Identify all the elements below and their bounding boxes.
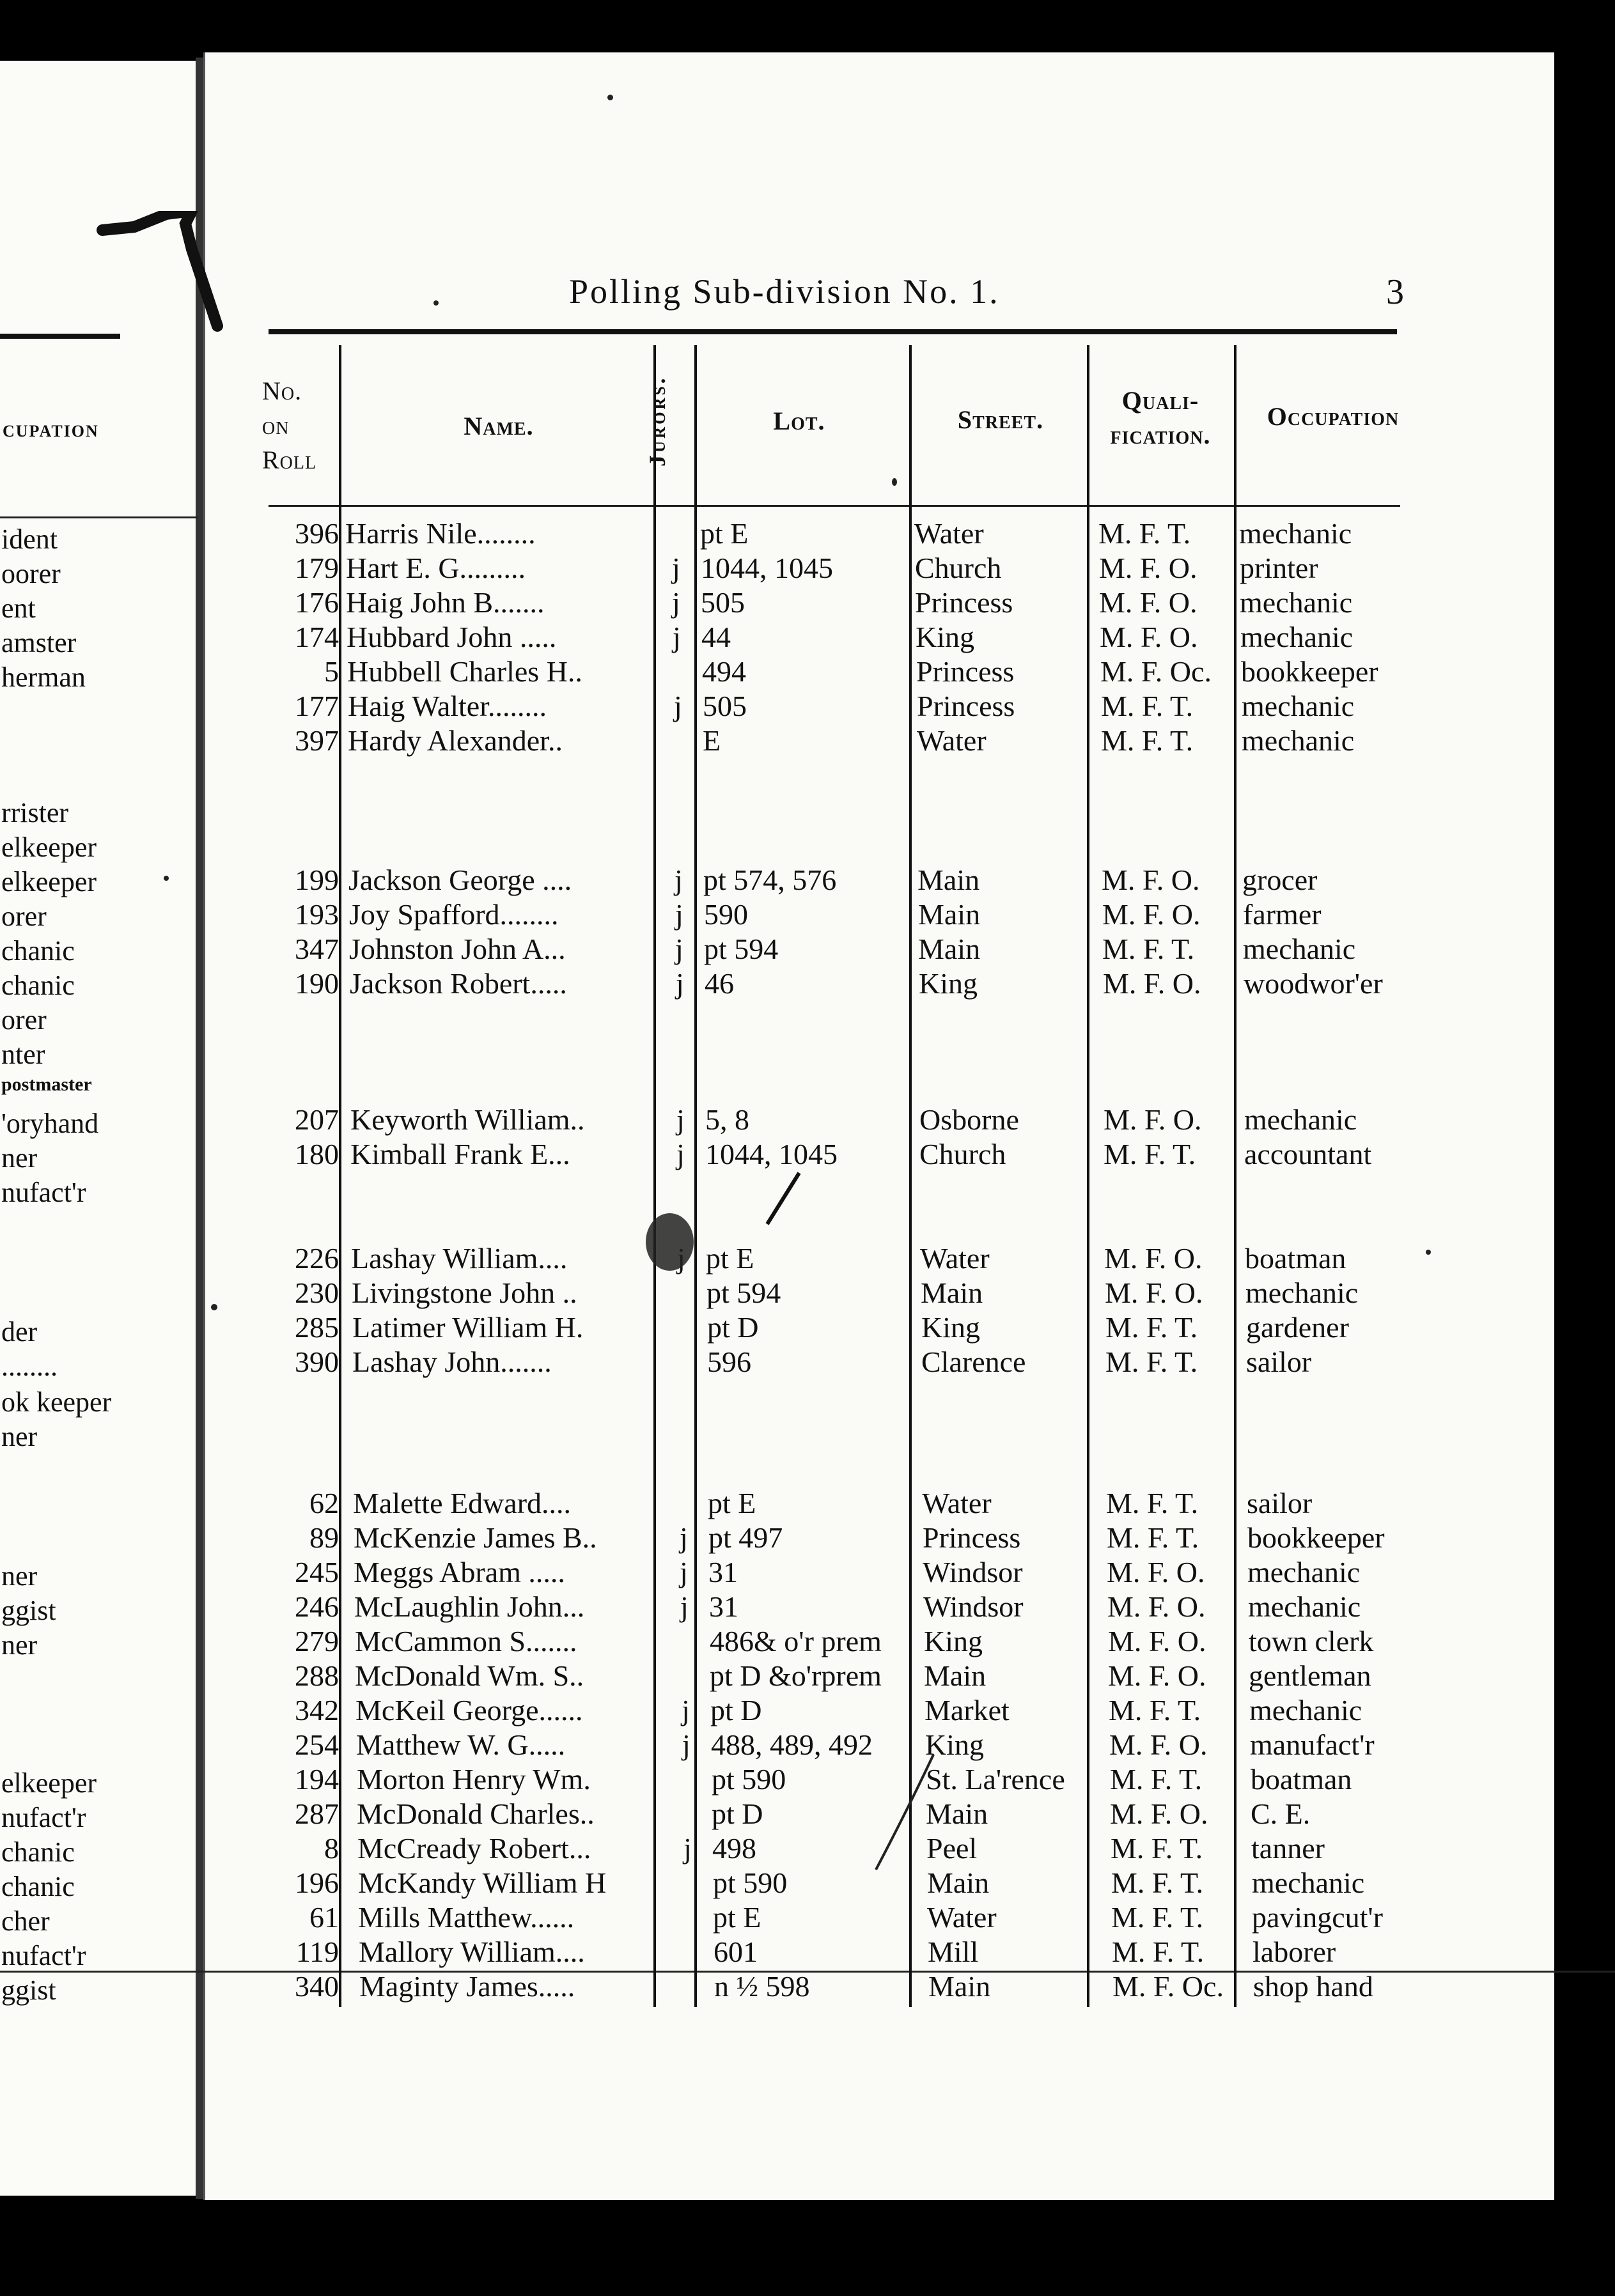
row-qualification: M. F. T. (1098, 517, 1191, 550)
left-occupation-item: ner (1, 1142, 38, 1174)
row-qualification: M. F. T. (1101, 690, 1194, 722)
left-occupation-item: elkeeper (1, 832, 97, 863)
table-row (0, 1521, 1534, 1555)
row-occupation: C. E. (1251, 1797, 1311, 1830)
col-header-occupation: Occupation (1267, 402, 1400, 431)
row-qualification: M. F. T. (1111, 1901, 1204, 1934)
row-number: 62 (309, 1487, 339, 1519)
table-row (0, 724, 1534, 758)
left-header-rule (0, 334, 120, 339)
row-lot: 590 (704, 898, 748, 931)
row-qualification: M. F. O. (1107, 1556, 1205, 1588)
table-row (0, 1659, 1534, 1693)
row-number: 230 (295, 1276, 339, 1309)
table-row (0, 1866, 1534, 1900)
row-qualification: M. F. T. (1105, 1346, 1198, 1378)
left-occupation-item: nufact'r (1, 1802, 86, 1833)
pen-stroke (870, 1751, 940, 1873)
row-street: Main (917, 864, 980, 896)
row-lot: pt 594 (704, 933, 779, 965)
row-name: McKenzie James B.. (354, 1521, 597, 1554)
row-lot: 505 (701, 586, 745, 619)
row-street: Princess (917, 690, 1015, 722)
left-occupation-item: ner (1, 1560, 38, 1592)
row-number: 396 (295, 517, 339, 550)
table-row (0, 1486, 1534, 1521)
speck (607, 95, 613, 100)
row-occupation: mechanic (1247, 1556, 1361, 1588)
table-row (0, 1103, 1534, 1137)
row-name: Hardy Alexander.. (348, 724, 563, 757)
row-occupation: mechanic (1240, 621, 1354, 653)
row-name: Harris Nile........ (345, 517, 536, 550)
table-row (0, 1310, 1534, 1345)
row-number: 196 (295, 1866, 339, 1899)
row-qualification: M. F. O. (1110, 1797, 1208, 1830)
row-occupation: boatman (1245, 1242, 1346, 1275)
row-number: 174 (295, 621, 339, 653)
table-row (0, 516, 1534, 551)
row-name: Haig John B....... (346, 586, 545, 619)
row-lot: 486& o'r prem (710, 1625, 882, 1657)
row-lot: pt 497 (708, 1521, 783, 1554)
row-occupation: mechanic (1242, 724, 1355, 757)
row-name: Haig Walter........ (348, 690, 547, 722)
row-qualification: M. F. O. (1102, 898, 1201, 931)
row-name: Mills Matthew...... (358, 1901, 575, 1934)
row-occupation: shop hand (1253, 1970, 1373, 2003)
table-row (0, 1276, 1534, 1310)
row-name: Lashay John....... (352, 1346, 552, 1378)
row-lot: 498 (712, 1832, 756, 1865)
row-lot: 5, 8 (705, 1103, 749, 1136)
left-occupation-item: herman (1, 662, 86, 693)
row-street: Mill (928, 1935, 979, 1968)
row-occupation: pavingcut'r (1252, 1901, 1384, 1934)
row-qualification: M. F. O. (1103, 967, 1201, 1000)
row-number: 347 (295, 933, 339, 965)
row-name: Hart E. G......... (346, 552, 526, 584)
left-occupation-item: orer (1, 901, 47, 932)
left-occupation-item: chanic (1, 1871, 75, 1902)
row-qualification: M. F. Oc. (1112, 1970, 1224, 2003)
table-row (0, 1762, 1534, 1797)
row-occupation: gentleman (1249, 1659, 1371, 1692)
row-lot: pt E (706, 1242, 754, 1275)
row-name: McDonald Charles.. (357, 1797, 595, 1830)
row-lot: 494 (702, 655, 746, 688)
row-juror: j (675, 933, 683, 965)
row-name: Latimer William H. (352, 1311, 584, 1344)
row-juror: j (680, 1590, 689, 1623)
row-name: Jackson Robert..... (350, 967, 567, 1000)
row-occupation: boatman (1251, 1763, 1352, 1796)
row-juror: j (675, 864, 683, 896)
row-number: 342 (295, 1694, 339, 1726)
row-juror: j (676, 1138, 685, 1170)
row-occupation: grocer (1242, 864, 1318, 896)
row-number: 194 (295, 1763, 339, 1796)
row-qualification: M. F. O. (1105, 1276, 1203, 1309)
row-number: 245 (295, 1556, 339, 1588)
row-qualification: M. F. T. (1107, 1521, 1199, 1554)
table-row (0, 966, 1534, 1001)
col-header-no: No. on Roll (262, 376, 317, 474)
table-row (0, 1935, 1534, 1969)
left-occupation-item: der (1, 1316, 38, 1347)
row-lot: 31 (709, 1590, 738, 1623)
row-lot: pt 590 (712, 1763, 786, 1796)
row-number: 89 (309, 1521, 339, 1554)
row-juror: j (676, 967, 684, 1000)
row-qualification: M. F. O. (1099, 586, 1198, 619)
left-occupation-item: elkeeper (1, 1767, 97, 1799)
row-juror: j (676, 1103, 685, 1136)
row-name: Matthew W. G..... (356, 1728, 566, 1761)
column-header-rule (269, 505, 1400, 507)
row-juror: j (683, 1832, 692, 1865)
row-lot: pt 594 (706, 1276, 781, 1309)
speck (1426, 1250, 1431, 1255)
left-occupation-item: chanic (1, 935, 75, 966)
header-rule (269, 329, 1397, 334)
row-lot: 505 (703, 690, 747, 722)
row-number: 193 (295, 898, 339, 931)
row-name: McCammon S....... (355, 1625, 577, 1657)
row-qualification: M. F. T. (1111, 1832, 1203, 1865)
row-number: 397 (295, 724, 339, 757)
table-row (0, 1693, 1534, 1728)
row-lot: pt 574, 576 (703, 864, 837, 896)
table-row (0, 1831, 1534, 1866)
row-name: Hubbard John ..... (347, 621, 557, 653)
left-occupation-item: cher (1, 1905, 50, 1937)
row-name: McCready Robert... (357, 1832, 591, 1865)
left-occupation-item: nter (1, 1039, 45, 1070)
row-street: Water (927, 1901, 997, 1934)
table-row (0, 897, 1534, 932)
row-lot: pt E (713, 1901, 761, 1934)
row-lot: pt E (708, 1487, 756, 1519)
row-street: Church (919, 1138, 1006, 1170)
left-occupation-item: ok keeper (1, 1386, 112, 1418)
left-occupation-item: ent (1, 593, 36, 624)
row-name: McKeil George...... (355, 1694, 583, 1726)
row-number: 5 (324, 655, 339, 688)
table-row (0, 932, 1534, 966)
table-row (0, 655, 1534, 689)
row-qualification: M. F. T. (1104, 1138, 1196, 1170)
row-street: King (919, 967, 978, 1000)
row-occupation: printer (1240, 552, 1318, 584)
row-qualification: M. F. T. (1105, 1311, 1198, 1344)
row-street: Princess (915, 586, 1013, 619)
row-lot: 596 (707, 1346, 751, 1378)
row-number: 340 (295, 1970, 339, 2003)
row-juror: j (680, 1521, 688, 1554)
speck (164, 876, 169, 881)
table-row (0, 1241, 1534, 1276)
row-street: King (925, 1728, 984, 1761)
row-street: Main (924, 1659, 987, 1692)
row-occupation: mechanic (1252, 1866, 1365, 1899)
table-row (0, 689, 1534, 724)
row-name: Hubbell Charles H.. (347, 655, 582, 688)
row-name: Mallory William.... (359, 1935, 585, 1968)
row-occupation: mechanic (1245, 1276, 1359, 1309)
row-street: Peel (926, 1832, 978, 1865)
row-lot: pt D (710, 1694, 762, 1726)
speck (433, 300, 439, 306)
row-occupation: mechanic (1244, 1103, 1357, 1136)
row-occupation: farmer (1243, 898, 1322, 931)
row-lot: E (703, 724, 721, 757)
ink-blot (646, 1213, 694, 1271)
row-number: 287 (295, 1797, 339, 1830)
row-name: McDonald Wm. S.. (355, 1659, 584, 1692)
row-number: 288 (295, 1659, 339, 1692)
row-qualification: M. F. O. (1109, 1728, 1208, 1761)
page-title: Polling Sub-division No. 1. (569, 272, 1000, 311)
row-street: Main (921, 1276, 983, 1309)
table-row (0, 1137, 1534, 1172)
row-occupation: accountant (1244, 1138, 1372, 1170)
row-name: Morton Henry Wm. (357, 1763, 591, 1796)
row-lot: pt 590 (713, 1866, 788, 1899)
row-number: 177 (295, 690, 339, 722)
row-juror: j (672, 552, 680, 584)
row-street: Main (928, 1970, 991, 2003)
row-number: 207 (295, 1103, 339, 1136)
table-row (0, 863, 1534, 897)
row-lot: 1044, 1045 (705, 1138, 838, 1170)
row-qualification: M. F. T. (1112, 1935, 1205, 1968)
row-juror: j (682, 1728, 690, 1761)
speck (211, 1304, 217, 1310)
row-occupation: sailor (1247, 1487, 1313, 1519)
left-occupation-item: ggist (1, 1595, 56, 1626)
row-occupation: sailor (1246, 1346, 1312, 1378)
row-qualification: M. F. T. (1102, 933, 1195, 965)
row-occupation: town clerk (1249, 1625, 1374, 1657)
row-number: 61 (309, 1901, 339, 1934)
row-street: St. La'rence (926, 1763, 1065, 1796)
row-qualification: M. F. O. (1104, 1242, 1203, 1275)
row-lot: 44 (701, 621, 731, 653)
row-juror: j (674, 690, 682, 722)
row-name: Keyworth William.. (350, 1103, 585, 1136)
col-header-street: Street. (957, 405, 1044, 434)
row-occupation: mechanic (1243, 933, 1356, 965)
row-lot: 601 (714, 1935, 758, 1968)
row-number: 246 (295, 1590, 339, 1623)
row-name: Joy Spafford........ (349, 898, 559, 931)
row-juror: j (672, 586, 680, 619)
row-lot: 488, 489, 492 (711, 1728, 873, 1761)
row-street: Windsor (923, 1590, 1024, 1623)
left-occupation-item: ner (1, 1629, 38, 1661)
left-occupation-item: postmaster (1, 1074, 92, 1095)
row-name: Lashay William.... (351, 1242, 568, 1275)
row-qualification: M. F. O. (1100, 621, 1198, 653)
table-row (0, 1345, 1534, 1379)
table-row (0, 620, 1534, 655)
row-occupation: gardener (1246, 1311, 1349, 1344)
row-street: Water (917, 724, 987, 757)
row-street: Windsor (923, 1556, 1023, 1588)
row-name: Jackson George .... (348, 864, 572, 896)
row-lot: pt D &o'rprem (710, 1659, 882, 1692)
left-occupation-item: 'oryhand (1, 1108, 99, 1139)
table-row (0, 1555, 1534, 1590)
left-occupation-item: nufact'r (1, 1177, 86, 1208)
row-juror: j (682, 1694, 690, 1726)
row-occupation: mechanic (1239, 517, 1352, 550)
row-occupation: mechanic (1249, 1694, 1362, 1726)
row-street: Church (915, 552, 1002, 584)
page-number: 3 (1386, 272, 1404, 312)
row-occupation: mechanic (1248, 1590, 1361, 1623)
row-street: Clarence (921, 1346, 1026, 1378)
row-number: 176 (295, 586, 339, 619)
table-row (0, 1969, 1534, 2004)
row-qualification: M. F. O. (1108, 1659, 1206, 1692)
row-occupation: manufact'r (1250, 1728, 1375, 1761)
row-lot: 1044, 1045 (701, 552, 833, 584)
row-lot: pt D (707, 1311, 759, 1344)
row-number: 190 (295, 967, 339, 1000)
row-qualification: M. F. T. (1109, 1694, 1201, 1726)
row-number: 390 (295, 1346, 339, 1378)
ink-mark (96, 211, 224, 339)
row-occupation: laborer (1252, 1935, 1336, 1968)
row-name: Meggs Abram ..... (354, 1556, 565, 1588)
table-row (0, 1728, 1534, 1762)
left-occupation-item: ggist (1, 1974, 56, 2006)
row-name: Johnston John A... (349, 933, 566, 965)
row-qualification: M. F. Oc. (1100, 655, 1212, 688)
row-street: Princess (923, 1521, 1021, 1554)
col-header-lot: Lot. (773, 407, 825, 435)
row-qualification: M. F. O. (1099, 552, 1198, 584)
row-name: McKandy William H (358, 1866, 607, 1899)
row-name: Malette Edward.... (353, 1487, 572, 1519)
row-street: King (924, 1625, 983, 1657)
pen-stroke (754, 1170, 806, 1227)
table-row (0, 551, 1534, 586)
row-occupation: mechanic (1240, 586, 1353, 619)
row-occupation: mechanic (1242, 690, 1355, 722)
speck (892, 478, 897, 486)
row-qualification: M. F. T. (1110, 1763, 1203, 1796)
row-street: Water (914, 517, 984, 550)
row-number: 8 (324, 1832, 339, 1865)
row-juror: j (673, 621, 681, 653)
row-juror: j (675, 898, 683, 931)
left-occupation-item: ner (1, 1421, 38, 1452)
left-occupation-item: oorer (1, 558, 61, 589)
row-lot: pt D (712, 1797, 763, 1830)
row-name: Maginty James..... (359, 1970, 575, 2003)
col-header-jurors: Jurors. (644, 375, 670, 467)
left-occupation-item: nufact'r (1, 1940, 86, 1971)
table-row (0, 1900, 1534, 1935)
row-qualification: M. F. O. (1107, 1590, 1206, 1623)
row-occupation: bookkeeper (1247, 1521, 1385, 1554)
row-qualification: M. F. T. (1111, 1866, 1204, 1899)
row-lot: 31 (708, 1556, 738, 1588)
row-occupation: woodwor'er (1244, 967, 1383, 1000)
table-row (0, 1797, 1534, 1831)
row-name: Livingstone John .. (352, 1276, 577, 1309)
left-occupation-item: ident (1, 524, 58, 555)
row-street: Osborne (919, 1103, 1019, 1136)
row-number: 226 (295, 1242, 339, 1275)
row-street: Market (925, 1694, 1010, 1726)
row-lot: pt E (700, 517, 749, 550)
row-lot: n ½ 598 (714, 1970, 810, 2003)
row-number: 285 (295, 1311, 339, 1344)
left-occupation-item: chanic (1, 1836, 75, 1868)
row-street: Water (922, 1487, 992, 1519)
row-street: Main (918, 898, 981, 931)
left-occupation-item: elkeeper (1, 866, 97, 897)
row-name: Kimball Frank E... (350, 1138, 570, 1170)
row-occupation: bookkeeper (1241, 655, 1378, 688)
row-name: McLaughlin John... (354, 1590, 585, 1623)
row-number: 254 (295, 1728, 339, 1761)
row-qualification: M. F. T. (1101, 724, 1194, 757)
row-street: King (921, 1311, 980, 1344)
table-row (0, 1590, 1534, 1624)
row-qualification: M. F. O. (1104, 1103, 1202, 1136)
row-number: 199 (295, 864, 339, 896)
row-street: King (916, 621, 974, 653)
row-number: 119 (295, 1935, 339, 1968)
col-header-name: Name. (464, 412, 534, 440)
row-street: Main (926, 1797, 988, 1830)
table-row (0, 1624, 1534, 1659)
left-occupation-item: rrister (1, 797, 69, 828)
row-juror: j (680, 1556, 688, 1588)
row-street: Main (927, 1866, 990, 1899)
left-occupation-item: amster (1, 627, 77, 658)
row-number: 279 (295, 1625, 339, 1657)
row-street: Princess (916, 655, 1015, 688)
table-row (0, 586, 1534, 620)
row-qualification: M. F. O. (1102, 864, 1200, 896)
row-street: Water (920, 1242, 990, 1275)
row-lot: 46 (705, 967, 734, 1000)
row-qualification: M. F. T. (1106, 1487, 1199, 1519)
row-number: 179 (295, 552, 339, 584)
left-occupation-item: ........ (1, 1351, 58, 1382)
left-occupation-item: orer (1, 1004, 47, 1036)
left-occupation-header: cupation (3, 416, 99, 442)
row-qualification: M. F. O. (1108, 1625, 1206, 1657)
left-occupation-item: chanic (1, 970, 75, 1001)
row-occupation: tanner (1251, 1832, 1325, 1865)
col-header-qualification: Quali-fication. (1110, 386, 1211, 449)
row-street: Main (918, 933, 981, 965)
row-number: 180 (295, 1138, 339, 1170)
